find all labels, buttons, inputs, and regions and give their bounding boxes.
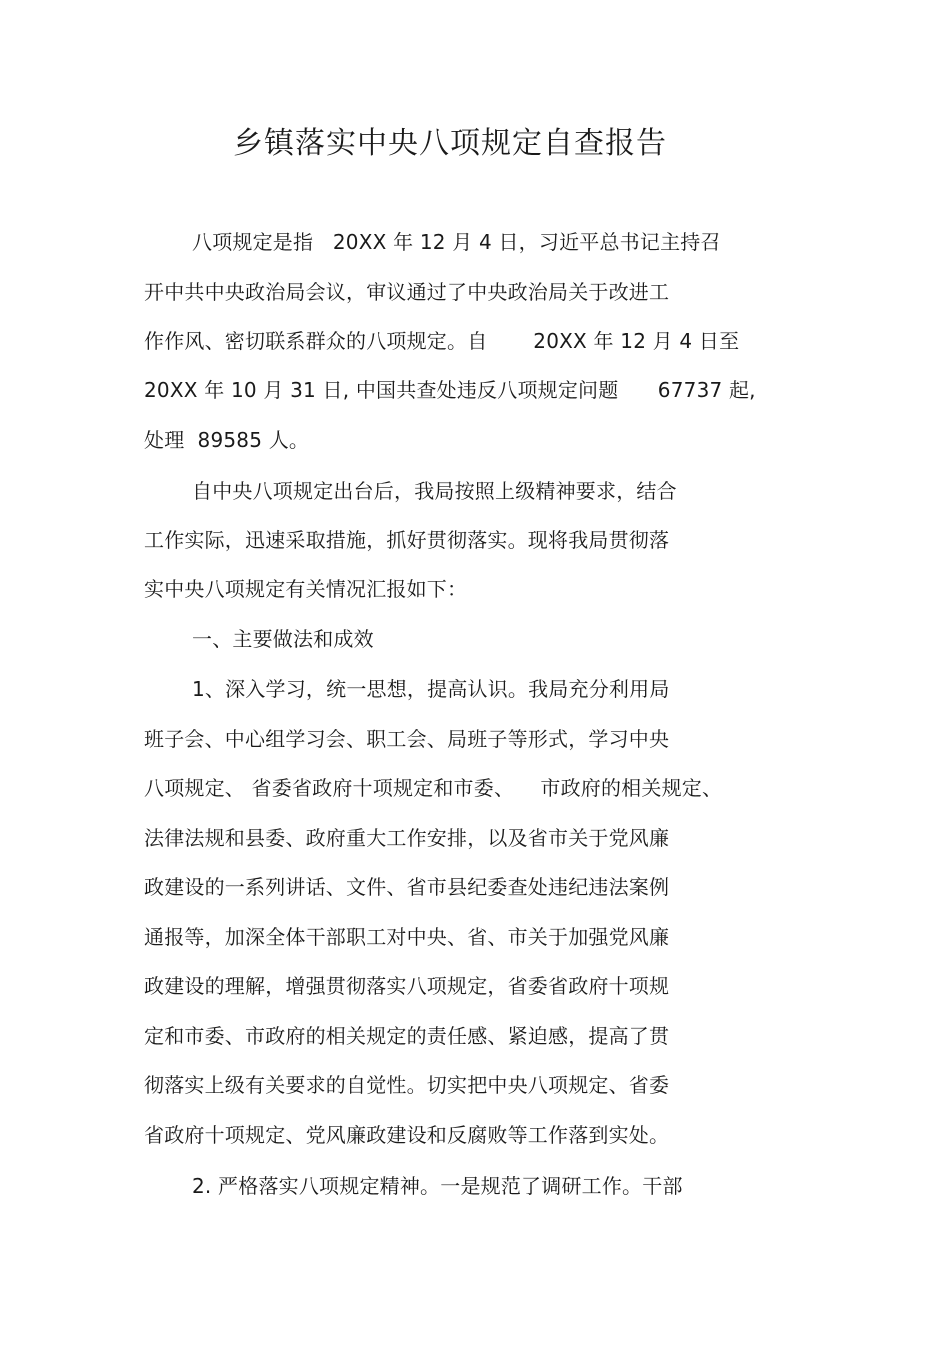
- text-line: 作作风、密切联系群众的八项规定。自 20XX 年 12 月 4 日至: [144, 329, 740, 353]
- text-line: 八项规定是指 20XX 年 12 月 4 日，习近平总书记主持召: [192, 230, 721, 254]
- text-line: 20XX 年 10 月 31 日, 中国共查处违反八项规定问题 67737 起,: [144, 378, 756, 402]
- text-line: 政建设的理解，增强贯彻落实八项规定，省委省政府十项规: [144, 974, 670, 998]
- text-line: 工作实际，迅速采取措施，抓好贯彻落实。现将我局贯彻落: [144, 528, 670, 552]
- text-line: 开中共中央政治局会议，审议通过了中央政治局关于改进工: [144, 280, 670, 304]
- text-line: 实中央八项规定有关情况汇报如下：: [144, 577, 468, 601]
- text-line: 彻落实上级有关要求的自觉性。切实把中央八项规定、省委: [144, 1073, 670, 1097]
- section-heading: 一、主要做法和成效: [192, 627, 374, 651]
- text-line: 1、深入学习，统一思想，提高认识。我局充分利用局: [192, 677, 670, 701]
- text-line: 通报等，加深全体干部职工对中央、省、市关于加强党风廉: [144, 925, 670, 949]
- text-line: 政建设的一系列讲话、文件、省市县纪委查处违纪违法案例: [144, 875, 670, 899]
- text-line: 处理 89585 人。: [144, 428, 310, 452]
- text-line: 2. 严格落实八项规定精神。一是规范了调研工作。干部: [192, 1174, 683, 1198]
- text-line: 自中央八项规定出台后，我局按照上级精神要求，结合: [192, 479, 677, 503]
- document-title: 乡镇落实中央八项规定自查报告: [233, 126, 667, 161]
- text-line: 省政府十项规定、党风廉政建设和反腐败等工作落到实处。: [144, 1123, 670, 1147]
- text-line: 班子会、中心组学习会、职工会、局班子等形式，学习中央: [144, 727, 670, 751]
- text-line: 八项规定、 省委省政府十项规定和市委、 市政府的相关规定、: [144, 776, 723, 800]
- text-line: 法律法规和县委、政府重大工作安排，以及省市关于党风廉: [144, 826, 670, 850]
- text-line: 定和市委、市政府的相关规定的责任感、紧迫感，提高了贯: [144, 1024, 670, 1048]
